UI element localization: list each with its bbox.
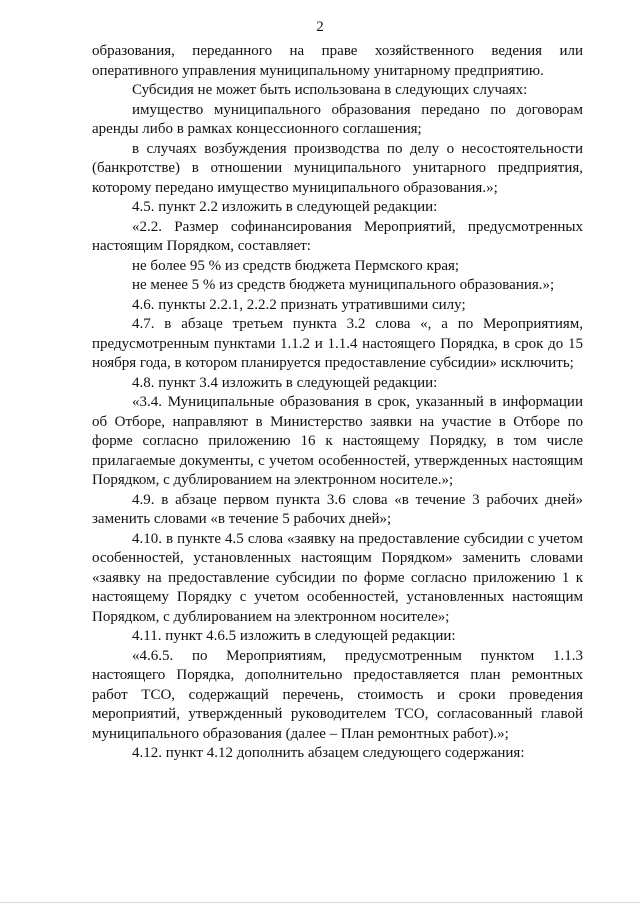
paragraph: не более 95 % из средств бюджета Пермского края; (132, 257, 460, 274)
paragraph: 4.9. в абзаце первом пункта 3.6 слова «в течение 3 рабочих дней» заменить словами «в течение 5 рабочих дней»; (92, 491, 583, 527)
paragraph: «4.6.5. по Мероприятиям, предусмотренным пунктом 1.1.3 настоящего Порядка, дополнительно предоставляется план ремонтных работ ТСО, содержащий перечень, стоимость и сроки проведения мероприятий, утвержденный руководителем ТСО, согласованный главой муниципального образования (далее – План ремонтных работ).»; (92, 647, 583, 742)
paragraph: 4.10. в пункте 4.5 слова «заявку на предоставление субсидии с учетом особенностей, установленных настоящим Порядком» заменить словами «заявку на предоставление субсидии по форме согласно приложению 1 к настоящему Порядку с учетом особенностей, установленных настоящим Порядком, с дублированием на электронном носителе»; (92, 530, 583, 625)
paragraph: Субсидия не может быть использована в следующих случаях: (132, 82, 528, 98)
paragraph: 4.11. пункт 4.6.5 изложить в следующей редакции: (132, 628, 456, 644)
paragraph: «3.4. Муниципальные образования в срок, указанный в информации об Отборе, направляют в Министерство заявки на участие в Отборе по форме согласно приложению 16 к настоящему Порядку, в том числе прилагаемые документы, с учетом особенностей, утвержденных настоящим Порядком, с дублированием на электронном носителе.»; (92, 394, 583, 488)
paragraph: 4.12. пункт 4.12 дополнить абзацем следующего содержания: (132, 745, 525, 761)
scan-edge-line (0, 902, 640, 903)
document-body (92, 42, 583, 764)
paragraph: образования, переданного на праве хозяйственного ведения или оперативного управления муниципальному унитарному предприятию. (92, 43, 583, 79)
paragraph: имущество муниципального образования передано по договорам аренды либо в рамках концессионного соглашения; (92, 101, 583, 137)
paragraph: не менее 5 % из средств бюджета муниципального образования.»; (132, 277, 555, 293)
page-number: 2 (316, 19, 324, 35)
paragraph: 4.5. пункт 2.2 изложить в следующей редакции: (132, 199, 438, 215)
paragraph: «2.2. Размер софинансирования Мероприятий, предусмотренных настоящим Порядком, составляет: (92, 218, 583, 254)
paragraph: 4.7. в абзаце третьем пункта 3.2 слова «, а по Мероприятиям, предусмотренным пунктами 1.1.2 и 1.1.4 настоящего Порядка, в срок до 15 ноября года, в котором планируется предоставление субсидии» исключить; (92, 316, 583, 371)
paragraph: 4.8. пункт 3.4 изложить в следующей редакции: (132, 374, 438, 391)
paragraph: 4.6. пункты 2.2.1, 2.2.2 признать утратившими силу; (132, 296, 466, 313)
paragraph: в случаях возбуждения производства по делу о несостоятельности (банкротстве) в отношении муниципального унитарного предприятия, которому передано имущество муниципального образования.»; (92, 140, 583, 196)
